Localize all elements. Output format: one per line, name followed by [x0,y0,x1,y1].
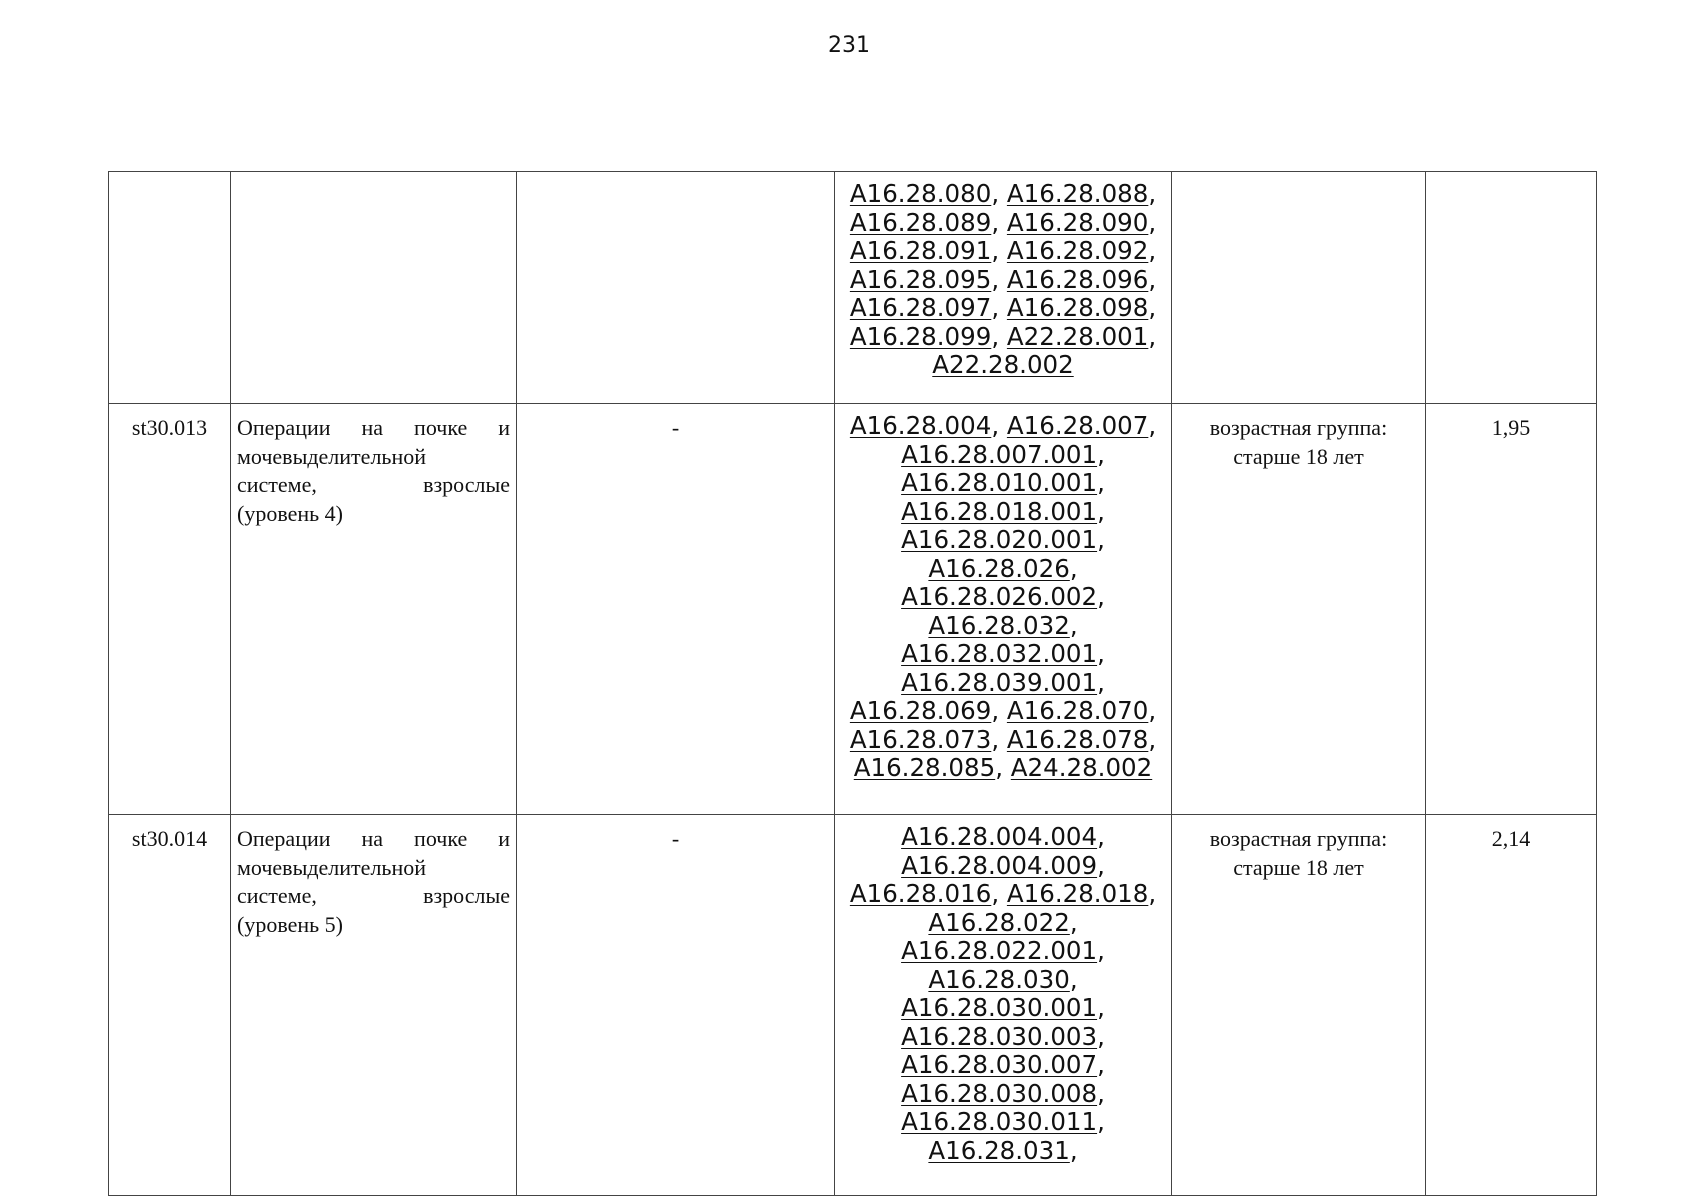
operation-codes-line: A16.28.026, [928,553,1078,583]
criterion-line: старше 18 лет [1233,443,1364,469]
operation-code-link[interactable]: A16.28.090 [1006,207,1149,237]
operation-codes-line: A16.28.032, [928,610,1078,640]
operation-code-link[interactable]: A16.28.031 [928,1135,1070,1165]
operation-codes-line: A16.28.018.001, [901,496,1105,526]
operation-codes-line: A16.28.004.004, [901,822,1105,851]
operation-codes-line: A16.28.085, A24.28.002 [853,753,1153,782]
operation-codes-line: A16.28.069, A16.28.070, [849,696,1157,725]
operation-code-link[interactable]: A16.28.073 [849,724,992,754]
ksg-name-line: (уровень 5) [237,911,343,937]
operation-code-link[interactable]: A16.28.069 [849,696,992,725]
ksg-name-line: системе, взрослые [237,472,510,497]
operation-code-link[interactable]: A16.28.004.004 [901,822,1098,851]
operation-codes-cell [835,172,1172,404]
operation-code-link[interactable]: A16.28.088 [1006,179,1149,208]
operation-codes-line: A16.28.004, A16.28.007, [849,411,1157,440]
operation-code-link[interactable]: A16.28.007 [1006,411,1149,440]
operation-codes-line: A16.28.080, A16.28.088, [849,179,1157,208]
coefficient-cell [1426,815,1597,1196]
diagnosis-cell [517,404,835,815]
operation-code-link[interactable]: A16.28.007.001 [901,439,1098,469]
operation-codes-cell [835,404,1172,815]
ksg-code-cell [109,815,231,1196]
operation-code-link[interactable]: A16.28.018 [1006,879,1149,908]
page-number: 231 [828,33,870,58]
operation-code-link[interactable]: A16.28.099 [849,321,992,351]
operation-code-link[interactable]: A16.28.039.001 [901,667,1098,697]
operation-code-link[interactable]: A16.28.097 [849,293,992,322]
operation-codes-line: A16.28.030.011, [901,1107,1105,1136]
operation-codes-line: A16.28.007.001, [901,439,1105,469]
operation-code-link[interactable]: A16.28.096 [1006,264,1149,294]
operation-codes-line: A16.28.089, A16.28.090, [849,207,1157,237]
tariff-table [108,171,1597,1196]
operation-code-link[interactable]: A24.28.002 [1010,753,1153,782]
operation-code-link[interactable]: A16.28.032 [928,610,1070,640]
operation-code-link[interactable]: A16.28.098 [1006,293,1149,322]
ksg-code: st30.014 [131,826,208,851]
operation-codes-line: A16.28.020.001, [901,525,1105,554]
diagnosis-value: - [671,826,680,851]
operation-code-link[interactable]: A16.28.016 [849,879,992,908]
operation-code-link[interactable]: A16.28.026.002 [901,582,1098,611]
operation-code-link[interactable]: A16.28.026 [928,553,1070,583]
ksg-name-cell [231,815,517,1196]
ksg-name-cell [231,404,517,815]
operation-codes-line [841,351,1165,380]
operation-code-link[interactable]: A16.28.004 [849,411,992,440]
operation-code-link[interactable]: A16.28.020.001 [901,525,1098,554]
operation-code-link[interactable]: A16.28.091 [849,236,992,265]
ksg-code: st30.013 [131,415,208,440]
operation-codes-cell [835,815,1172,1196]
operation-codes-line: A16.28.039.001, [901,667,1105,697]
operation-codes-line: A16.28.026.002, [901,582,1105,611]
operation-code-link[interactable]: A16.28.070 [1006,696,1149,725]
operation-code-link[interactable]: A16.28.030.011 [901,1107,1098,1136]
coefficient-value: 2,14 [1491,826,1531,851]
coefficient-cell [1426,172,1597,404]
table-row [109,815,1597,1196]
operation-code-link[interactable]: A16.28.089 [849,207,992,237]
ksg-name-line: Операции на почке и мочевыделительной [237,826,510,880]
operation-codes-line: A16.28.016, A16.28.018, [849,879,1157,908]
operation-codes-line: A16.28.097, A16.28.098, [849,293,1157,322]
diagnosis-cell [517,172,835,404]
ksg-name-line: (уровень 4) [237,500,343,526]
ksg-code-cell [109,404,231,815]
operation-code-link[interactable]: A16.28.004.009 [901,850,1098,880]
criterion-line: возрастная группа: [1209,415,1388,440]
operation-codes-line: A16.28.030.003, [901,1021,1105,1051]
criterion-line: возрастная группа: [1209,826,1388,851]
operation-code-link[interactable]: A16.28.022.001 [901,936,1098,965]
diagnosis-cell [517,815,835,1196]
operation-code-link[interactable]: A16.28.030.007 [901,1050,1098,1079]
diagnosis-value: - [671,415,680,440]
operation-code-link[interactable]: A16.28.032.001 [901,639,1098,668]
coefficient-cell [1426,404,1597,815]
ksg-code-cell [109,172,231,404]
criterion-cell [1172,172,1426,404]
operation-codes-line: A16.28.095, A16.28.096, [849,264,1157,294]
operation-code-link[interactable]: A16.28.085 [853,753,996,782]
operation-codes-line: A16.28.032.001, [901,639,1105,668]
operation-codes-line: A16.28.022, [928,907,1078,937]
ksg-name-cell [231,172,517,404]
ksg-name-line: Операции на почке и мочевыделительной [237,415,510,469]
table-row [109,404,1597,815]
criterion-cell [1172,815,1426,1196]
operation-codes-line: A16.28.030.001, [901,993,1105,1022]
operation-codes-line: A16.28.099, A22.28.001, [849,321,1157,351]
operation-code-link[interactable]: A16.28.010.001 [901,468,1098,497]
operation-code-link[interactable]: A16.28.095 [849,264,992,294]
coefficient-value: 1,95 [1491,415,1531,440]
operation-code-link[interactable]: A16.28.092 [1006,236,1149,265]
operation-code-link[interactable]: A16.28.080 [849,179,992,208]
operation-codes-line: A16.28.091, A16.28.092, [849,236,1157,265]
operation-code-link[interactable]: A16.28.030.003 [901,1021,1098,1051]
operation-codes-line: A16.28.010.001, [901,468,1105,497]
operation-code-link[interactable]: A16.28.022 [928,907,1070,937]
operation-code-link[interactable]: A16.28.078 [1006,724,1149,754]
operation-code-link[interactable]: A22.28.002 [932,350,1074,379]
operation-codes-line: A16.28.030.008, [901,1078,1105,1108]
operation-codes-line: A16.28.030, [928,964,1078,994]
operation-codes-line: A16.28.022.001, [901,936,1105,965]
operation-code-link[interactable]: A22.28.001 [1006,321,1149,351]
operation-codes-line: A16.28.030.007, [901,1050,1105,1079]
criterion-line: старше 18 лет [1233,854,1364,880]
operation-codes-line: A16.28.031, [928,1135,1078,1165]
operation-code-link[interactable]: A16.28.030.001 [901,993,1098,1022]
table-row [109,172,1597,404]
ksg-name-line: системе, взрослые [237,883,510,908]
operation-code-link[interactable]: A16.28.030.008 [901,1078,1098,1108]
criterion-cell [1172,404,1426,815]
operation-code-link[interactable]: A16.28.018.001 [901,496,1098,526]
operation-codes-line: A16.28.073, A16.28.078, [849,724,1157,754]
operation-codes-line: A16.28.004.009, [901,850,1105,880]
operation-code-link[interactable]: A16.28.030 [928,964,1070,994]
